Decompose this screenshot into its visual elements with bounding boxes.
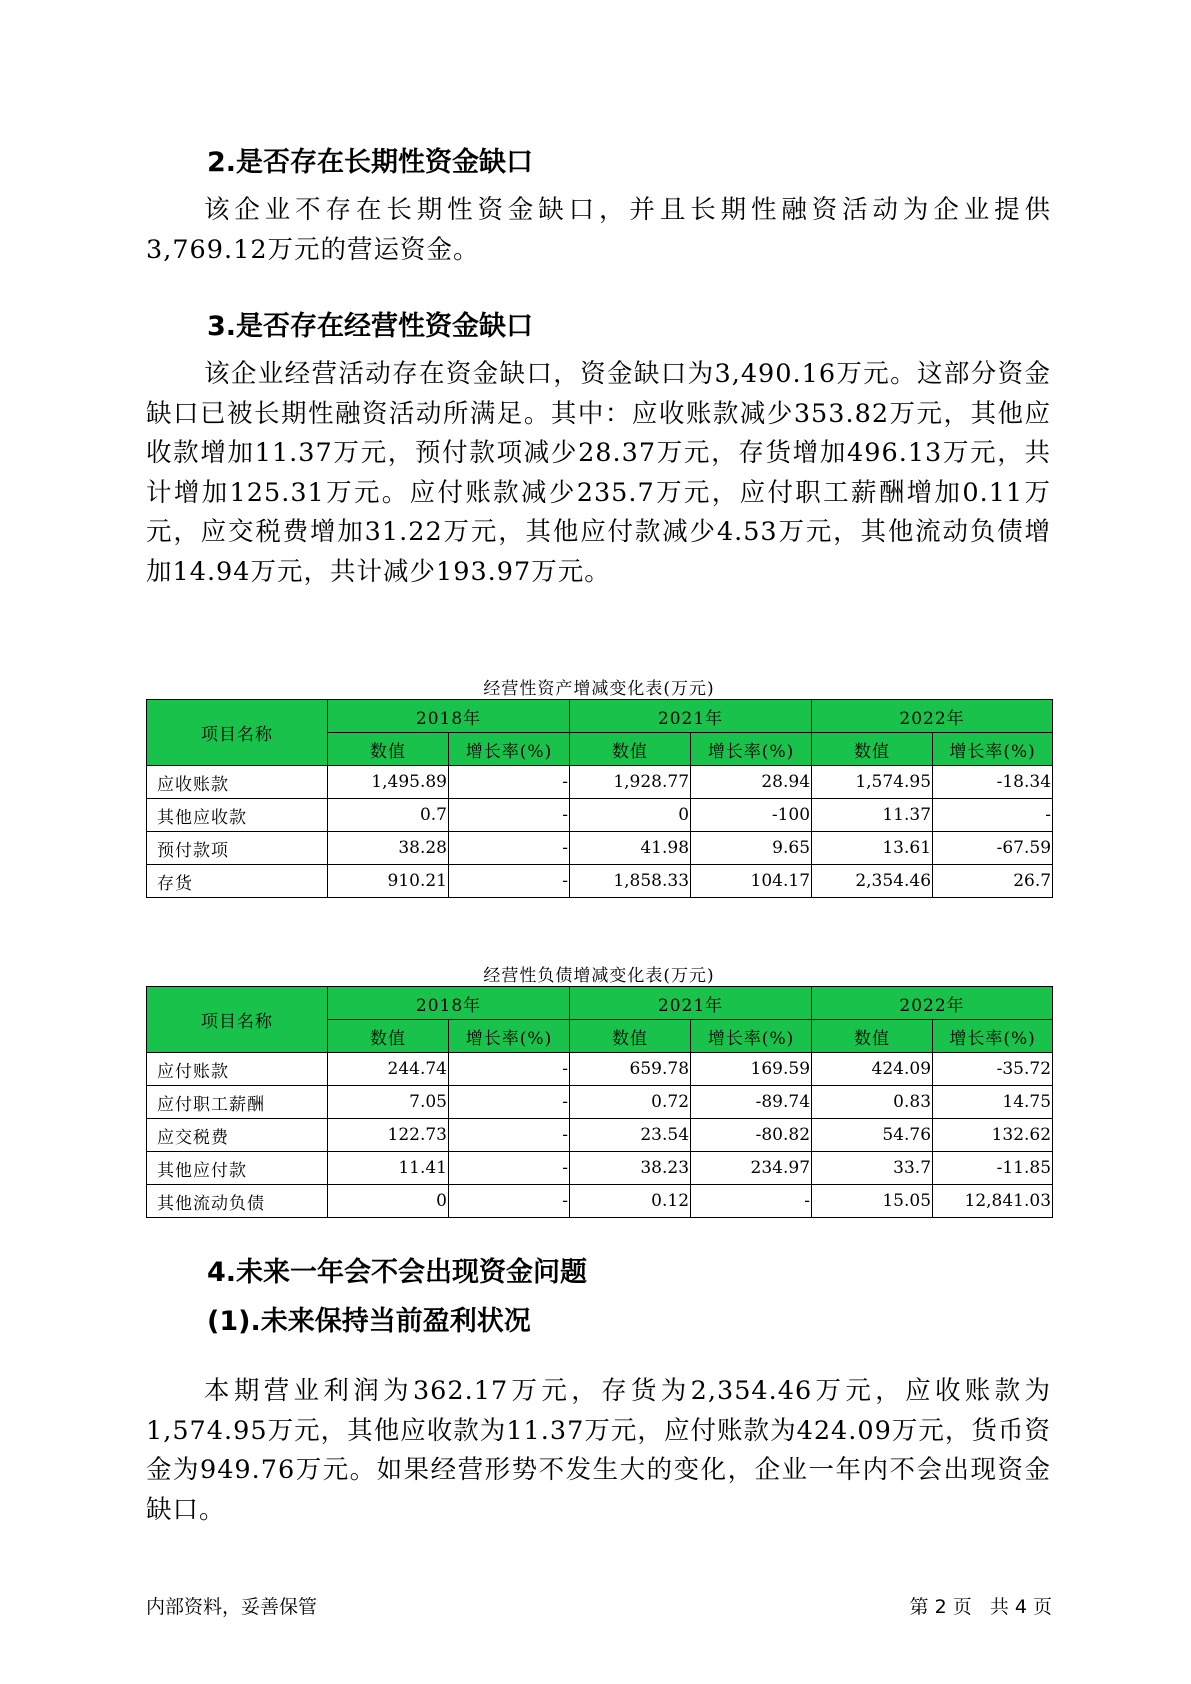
value-cell: 659.78: [570, 1053, 691, 1086]
item-name-cell: 其他流动负债: [147, 1185, 328, 1218]
value-cell: 11.37: [812, 799, 933, 832]
year-header: 2021年: [570, 700, 812, 733]
table-row: [147, 1086, 1053, 1119]
growth-rate-cell: -: [449, 832, 570, 865]
value-header: 数值: [328, 1020, 449, 1053]
value-cell: 7.05: [328, 1086, 449, 1119]
growth-rate-header: 增长率(%): [691, 733, 812, 766]
item-name-cell: 应付职工薪酬: [147, 1086, 328, 1119]
value-cell: 424.09: [812, 1053, 933, 1086]
year-header: 2018年: [328, 700, 570, 733]
value-cell: 244.74: [328, 1053, 449, 1086]
table-row: [147, 1152, 1053, 1185]
growth-rate-cell: -: [449, 1185, 570, 1218]
growth-rate-cell: -100: [691, 799, 812, 832]
value-cell: 0.83: [812, 1086, 933, 1119]
value-cell: 38.23: [570, 1152, 691, 1185]
value-cell: 2,354.46: [812, 865, 933, 898]
section-2-paragraph: 该企业不存在长期性资金缺口，并且长期性融资活动为企业提供3,769.12万元的营运资金。: [146, 195, 1051, 265]
section-3-heading: 3.是否存在经营性资金缺口: [207, 311, 534, 342]
table-row: [147, 1119, 1053, 1152]
table-row: [147, 865, 1053, 898]
value-cell: 1,928.77: [570, 766, 691, 799]
liabilities-table-caption: 经营性负债增减变化表(万元): [483, 966, 715, 986]
value-cell: 54.76: [812, 1119, 933, 1152]
value-cell: 0: [328, 1185, 449, 1218]
value-cell: 23.54: [570, 1119, 691, 1152]
value-cell: 0: [570, 799, 691, 832]
value-cell: 910.21: [328, 865, 449, 898]
growth-rate-cell: 14.75: [933, 1086, 1053, 1119]
growth-rate-cell: -: [449, 865, 570, 898]
table-row: [147, 1053, 1053, 1086]
year-header: 2018年: [328, 987, 570, 1020]
value-cell: 38.28: [328, 832, 449, 865]
growth-rate-header: 增长率(%): [933, 1020, 1053, 1053]
growth-rate-cell: -89.74: [691, 1086, 812, 1119]
growth-rate-cell: 9.65: [691, 832, 812, 865]
value-header: 数值: [570, 733, 691, 766]
growth-rate-cell: -18.34: [933, 766, 1053, 799]
item-name-cell: 预付款项: [147, 832, 328, 865]
year-header: 2021年: [570, 987, 812, 1020]
growth-rate-cell: 28.94: [691, 766, 812, 799]
item-name-cell: 其他应收款: [147, 799, 328, 832]
growth-rate-header: 增长率(%): [691, 1020, 812, 1053]
growth-rate-cell: -80.82: [691, 1119, 812, 1152]
growth-rate-cell: 234.97: [691, 1152, 812, 1185]
value-cell: 122.73: [328, 1119, 449, 1152]
item-name-header: 项目名称: [147, 987, 328, 1053]
growth-rate-cell: -: [449, 1053, 570, 1086]
growth-rate-cell: -: [933, 799, 1053, 832]
growth-rate-cell: 169.59: [691, 1053, 812, 1086]
table-row: [147, 766, 1053, 799]
growth-rate-header: 增长率(%): [933, 733, 1053, 766]
item-name-cell: 存货: [147, 865, 328, 898]
value-cell: 41.98: [570, 832, 691, 865]
item-name-cell: 应交税费: [147, 1119, 328, 1152]
growth-rate-cell: -: [691, 1185, 812, 1218]
growth-rate-cell: -: [449, 766, 570, 799]
growth-rate-cell: -: [449, 799, 570, 832]
year-header: 2022年: [812, 987, 1053, 1020]
assets-table-caption: 经营性资产增减变化表(万元): [483, 679, 715, 699]
growth-rate-cell: 12,841.03: [933, 1185, 1053, 1218]
value-cell: 1,495.89: [328, 766, 449, 799]
section-4-heading: 4.未来一年会不会出现资金问题: [207, 1257, 588, 1288]
section-4-paragraph: 本期营业利润为362.17万元，存货为2,354.46万元，应收账款为1,574.95万元，其他应收款为11.37万元，应付账款为424.09万元，货币资金为949.76万元。如果经营形势不发生大的变化，企业一年内不会出现资金缺口。: [146, 1376, 1051, 1525]
table-row: [147, 799, 1053, 832]
growth-rate-cell: -: [449, 1152, 570, 1185]
item-name-cell: 应付账款: [147, 1053, 328, 1086]
growth-rate-cell: -: [449, 1086, 570, 1119]
growth-rate-cell: -35.72: [933, 1053, 1053, 1086]
growth-rate-cell: 132.62: [933, 1119, 1053, 1152]
section-3-paragraph: 该企业经营活动存在资金缺口，资金缺口为3,490.16万元。这部分资金缺口已被长期性融资活动所满足。其中：应收账款减少353.82万元，其他应收款增加11.37万元，预付款项减少28.37万元，存货增加496.13万元，共计增加125.31万元。应付账款减少235.7万元，应付职工薪酬增加0.11万元，应交税费增加31.22万元，其他应付款减少4.53万元，其他流动负债增加14.94万元，共计减少193.97万元。: [146, 359, 1051, 587]
value-cell: 11.41: [328, 1152, 449, 1185]
footer-confidential-note: 内部资料，妥善保管: [146, 1596, 318, 1618]
section-2-heading: 2.是否存在长期性资金缺口: [207, 147, 534, 178]
item-name-header: 项目名称: [147, 700, 328, 766]
value-cell: 15.05: [812, 1185, 933, 1218]
value-cell: 0.12: [570, 1185, 691, 1218]
value-cell: 1,858.33: [570, 865, 691, 898]
value-cell: 0.7: [328, 799, 449, 832]
table-row: [147, 832, 1053, 865]
value-cell: 13.61: [812, 832, 933, 865]
footer-page-number: 第 2 页 共 4 页: [909, 1596, 1052, 1618]
item-name-cell: 应收账款: [147, 766, 328, 799]
growth-rate-cell: 26.7: [933, 865, 1053, 898]
section-4-subheading: (1).未来保持当前盈利状况: [207, 1306, 531, 1337]
value-cell: 0.72: [570, 1086, 691, 1119]
value-cell: 33.7: [812, 1152, 933, 1185]
growth-rate-header: 增长率(%): [449, 733, 570, 766]
value-header: 数值: [328, 733, 449, 766]
table-row: [147, 1185, 1053, 1218]
growth-rate-header: 增长率(%): [449, 1020, 570, 1053]
value-header: 数值: [812, 733, 933, 766]
value-cell: 1,574.95: [812, 766, 933, 799]
liabilities-change-table: [146, 986, 1053, 1218]
year-header: 2022年: [812, 700, 1053, 733]
growth-rate-cell: -: [449, 1119, 570, 1152]
assets-change-table: [146, 699, 1053, 898]
value-header: 数值: [570, 1020, 691, 1053]
value-header: 数值: [812, 1020, 933, 1053]
growth-rate-cell: -11.85: [933, 1152, 1053, 1185]
growth-rate-cell: 104.17: [691, 865, 812, 898]
item-name-cell: 其他应付款: [147, 1152, 328, 1185]
growth-rate-cell: -67.59: [933, 832, 1053, 865]
